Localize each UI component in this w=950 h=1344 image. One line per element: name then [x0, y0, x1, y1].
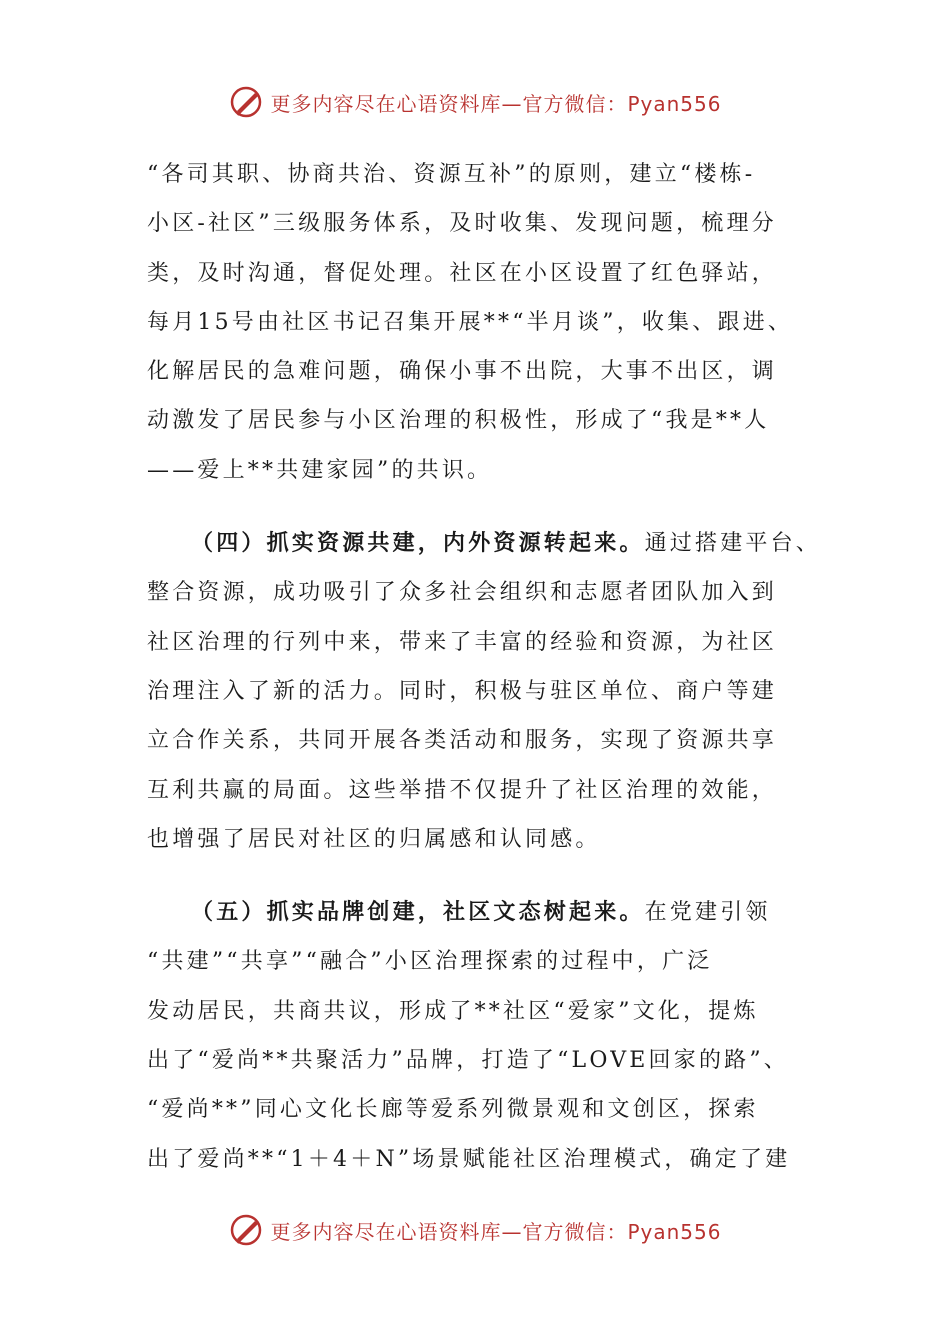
text-line: 类，及时沟通，督促处理。社区在小区设置了红色驿站，	[147, 260, 778, 286]
pen-logo-icon	[228, 84, 264, 120]
text-line: 出了“爱尚**共聚活力”品牌，打造了“LOVE回家的路”、	[147, 1048, 789, 1074]
text-line: 治理注入了新的活力。同时，积极与驻区单位、商户等建	[147, 678, 778, 704]
text-line: 互利共赢的局面。这些举措不仅提升了社区治理的效能，	[147, 777, 778, 803]
text-line: 也增强了居民对社区的归属感和认同感。	[147, 826, 601, 852]
text-line: 立合作关系，共同开展各类活动和服务，实现了资源共享	[147, 728, 778, 754]
paragraph-1	[147, 150, 819, 495]
text-line: 每月15号由社区书记召集开展**“半月谈”，收集、跟进、	[147, 309, 794, 335]
text-line: 小区-社区”三级服务体系，及时收集、发现问题，梳理分	[147, 211, 777, 237]
text-line: “爱尚**”同心文化长廊等爱系列微景观和文创区，探索	[147, 1097, 759, 1123]
text-line: ——爱上**共建家园”的共识。	[147, 457, 493, 483]
text-line: “共建”“共享”“融合”小区治理探索的过程中，广泛	[147, 949, 713, 975]
text-line: 社区治理的行列中来，带来了丰富的经验和资源，为社区	[147, 629, 778, 655]
section-heading: （五）抓实品牌创建，社区文态树起来。	[191, 899, 645, 926]
text-line-first	[147, 888, 819, 937]
paragraph-3	[147, 888, 819, 1184]
watermark-text: 更多内容尽在心语资料库—官方微信：Pyan556	[270, 1219, 722, 1244]
text-run: 通过搭建平台、	[644, 531, 822, 557]
pen-logo-icon	[228, 1212, 264, 1248]
text-line: 出了爱尚**“1＋4＋N”场景赋能社区治理模式，确定了建	[147, 1146, 791, 1172]
section-heading: （四）抓实资源共建，内外资源转起来。	[191, 530, 645, 557]
header-watermark	[0, 82, 950, 122]
text-line: 动激发了居民参与小区治理的积极性，形成了“我是**人	[147, 408, 770, 434]
text-line: 整合资源，成功吸引了众多社会组织和志愿者团队加入到	[147, 580, 778, 606]
text-line: 化解居民的急难问题，确保小事不出院，大事不出区，调	[147, 359, 778, 385]
paragraph-2	[147, 519, 822, 864]
text-line: “各司其职、协商共治、资源互补”的原则，建立“楼栋-	[147, 162, 756, 187]
text-run: 在党建引领	[644, 900, 771, 926]
footer-watermark	[0, 1210, 950, 1250]
text-line-first	[147, 519, 822, 568]
text-line: 发动居民，共商共议，形成了**社区“爱家”文化，提炼	[147, 998, 759, 1024]
document-body	[147, 150, 822, 1184]
watermark-text: 更多内容尽在心语资料库—官方微信：Pyan556	[270, 91, 722, 116]
